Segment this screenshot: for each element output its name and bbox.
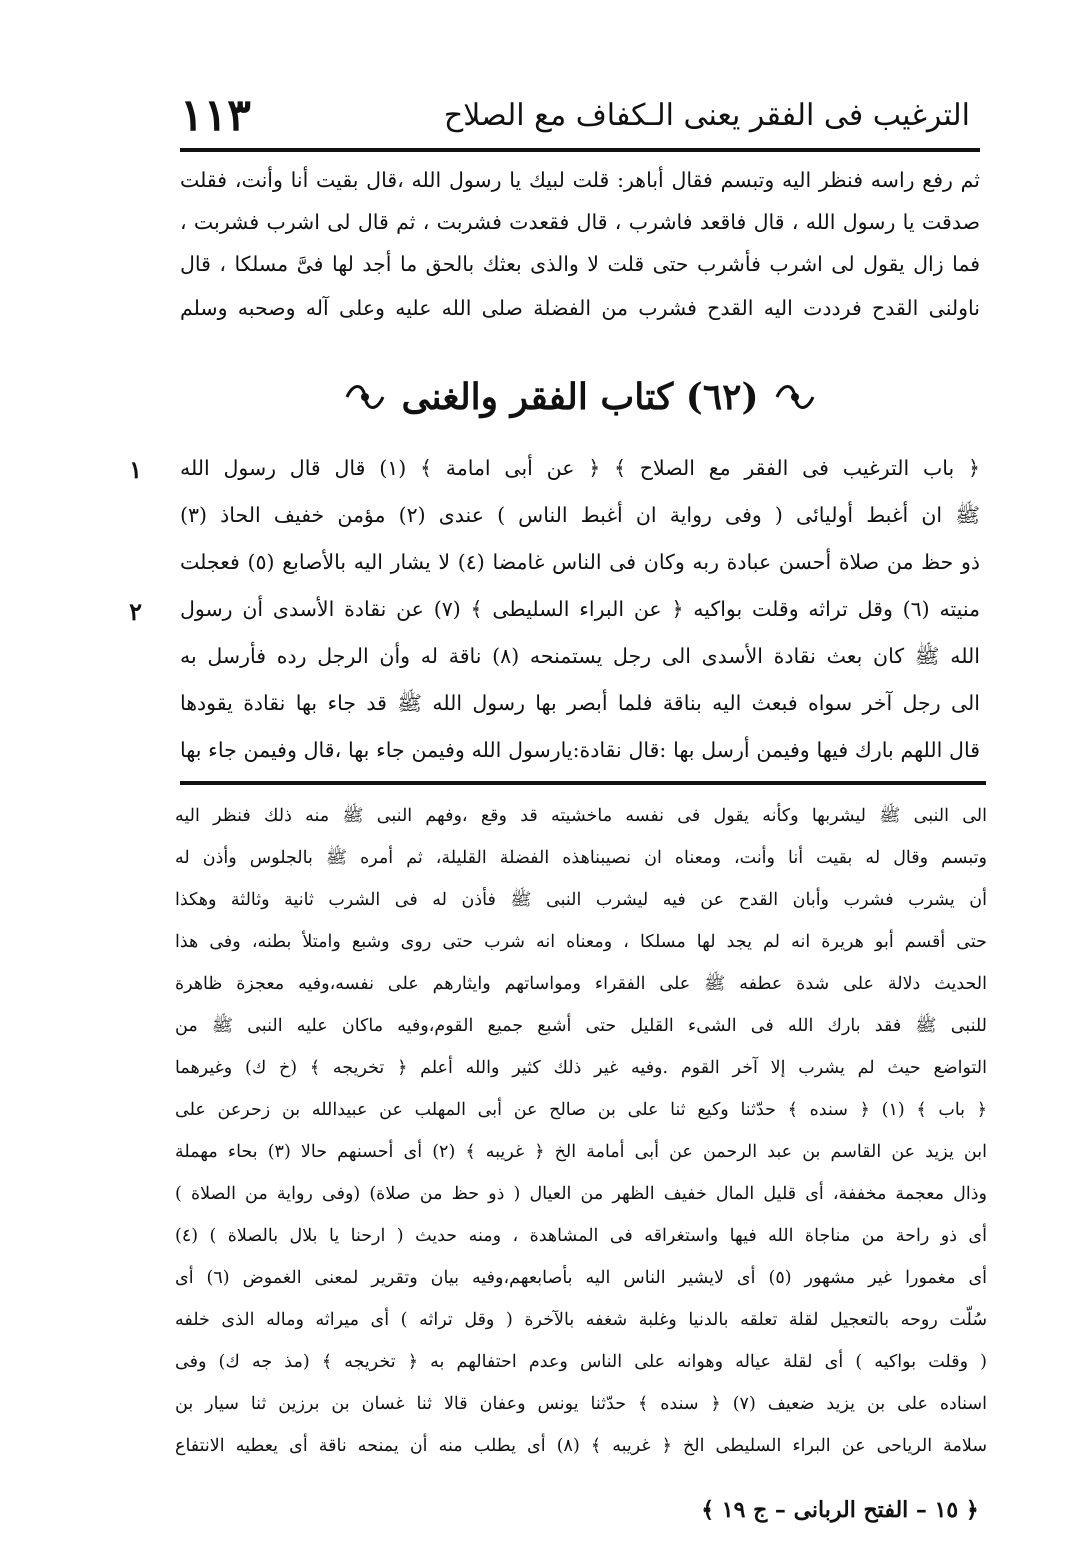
text-line: ذو حظ من صلاة أحسن عبادة ربه وكان فى الناس غامضا (٤) لا يشار اليه بالأصابع (٥) فعجلت	[180, 550, 980, 574]
text-line: ﴿ باب الترغيب فى الفقر مع الصلاح ﴾ ﴿ عن أبى امامة ﴾ (١) قال قال رسول الله	[180, 456, 980, 480]
ornament-icon	[343, 381, 387, 413]
text-line: فما زال يقول لى اشرب فأشرب حتى قلت لا والذى بعثك بالحق ما أجد لها فىَّ مسلكا ، قال	[180, 252, 980, 276]
text-line: منيته (٦) وقل تراثه وقلت بواكيه ﴿ عن البراء السليطى ﴾ (٧) عن نقادة الأسدى أن رسول	[180, 597, 980, 621]
footnote-line: وذال معجمة مخففة، أى قليل المال خفيف الظهر من العيال ( ذو حظ من صلاة) (وفى رواية من الصلاة )	[175, 1184, 987, 1204]
footnote-line: ابن يزيد عن القاسم بن عبد الرحمن عن أبى أمامة الخ ﴿ غريبه ﴾ (٢) أى أحسنهم حالا (٣) بحاء مهملة	[175, 1142, 987, 1162]
text-line: صدقت يا رسول الله ، قال فاقعد فاشرب ، قال فقعدت فشربت ، ثم قال لى اشرب فشربت ،	[180, 210, 980, 234]
text-line: ثم رفع راسه فنظر اليه وتبسم فقال أباهر: قلت لبيك يا رسول الله ،قال بقيت أنا وأنت، فقلت	[180, 168, 980, 192]
footnote-line: اسناده على بن يزيد ضعيف (٧) ﴿ سنده ﴾ حدّثنا يونس وعفان قالا ثنا غسان بن برزين ثنا سيار بن	[175, 1394, 987, 1414]
footnote-line: الى النبى ﷺ ليشربها وكأنه يقول فى نفسه ماخشيته قد وقع ،وفهم النبى ﷺ منه ذلك فنظر اليه	[175, 806, 987, 826]
chapter-title: (٦٢) كتاب الفقر والغنى	[401, 376, 759, 418]
footnote-line: أى مغمورا غير مشهور (٥) أى لايشير الناس اليه بأصابعهم،وفيه بيان وتقرير لمعنى الغموض (٦) أى	[175, 1268, 987, 1288]
footnote-line: سُلّت روحه بالتعجيل لقلة تعلقه بالدنيا وغلبة شغفه بالآخرة ( وقل تراثه ) أى ميراثه وماله الذى خلفه	[175, 1310, 987, 1330]
footnote-line: أى ذو راحة من مناجاة الله فيها واستغراقه فى المشاهدة ، ومنه حديث ( ارحنا يا بلال بالصلاة ) (٤)	[175, 1226, 987, 1246]
footnote-line: ( وقلت بواكيه ) أى لقلة عياله وهوانه على الناس وعدم احتفالهم به ﴿ تخريجه ﴾ (مذ جه ك) وفى	[175, 1352, 987, 1372]
hadith-number: ١	[129, 455, 142, 484]
footnote-line: حتى أقسم أبو هريرة انه لم يجد لها مسلكا ، ومعناه انه شرب حتى روى وشبع وامتلأ بطنه، وفى هذا	[175, 932, 987, 952]
footnote-rule	[180, 781, 986, 785]
footnote-line: التواضع حيث لم يشرب إلا آخر القوم .وفيه غير ذلك كثير والله أعلم ﴿ تخريجه ﴾ (خ ك) وغيرهما	[175, 1058, 987, 1078]
running-title: الترغيب فى الفقر يعنى الـكفاف مع الصلاح	[443, 97, 970, 133]
text-line: الله ﷺ كان بعث نقادة الأسدى الى رجل يستمنحه (٨) ناقة له وأن الرجل رده فأرسل به	[180, 644, 980, 668]
footnote-line: للنبى ﷺ فقد بارك الله فى الشىء القليل حتى أشبع جميع القوم،وفيه ماكان عليه النبى ﷺ من	[175, 1016, 987, 1036]
ornament-icon	[773, 381, 817, 413]
page-number: ١١٣	[180, 89, 251, 141]
text-line: ﷺ ان أغبط أوليائى ( وفى رواية ان أغبط الناس ) عندى (٢) مؤمن خفيف الحاذ (٣)	[180, 503, 980, 527]
hadith-number: ٢	[129, 597, 142, 626]
text-line: ناولنى القدح فرددت اليه القدح فشرب من الفضلة صلى الله عليه وعلى آله وصحبه وسلم	[180, 296, 980, 320]
footnote-line: سلامة الرياحى عن البراء السليطى الخ ﴿ غريبه ﴾ (٨) أى يطلب منه أن يمنحه ناقة أى يعطيه الانتفاع	[175, 1436, 987, 1456]
text-line: قال اللهم بارك فيها وفيمن أرسل بها :قال نقادة:يارسول الله وفيمن جاء بها ،قال وفيمن جاء بها	[180, 738, 980, 762]
footnote-line: وتبسم وقال له بقيت أنا وأنت، ومعناه ان نصيبناهذه الفضلة القليلة، ثم أمره ﷺ بالجلوس وأذن له	[175, 848, 987, 868]
signature-mark: ﴿ ١٥ – الفتح الربانى – ج ١٩ ﴾	[701, 1497, 979, 1523]
footnote-line: أن يشرب فشرب وأبان القدح عن فيه ليشرب النبى ﷺ فأذن له فى الشرب ثانية وثالثة وهكذا	[175, 890, 987, 910]
chapter-heading	[330, 365, 830, 429]
footnote-line: الحديث دلالة على شدة عطفه ﷺ على الفقراء ومواساتهم وايثارهم على نفسه،وفيه معجزة ظاهرة	[175, 974, 987, 994]
page-header	[180, 80, 980, 150]
header-rule	[180, 148, 980, 152]
text-line: الى رجل آخر سواه فبعث اليه بناقة فلما أبصر بها رسول الله ﷺ قد جاء بها نقادة يقودها	[180, 691, 980, 715]
footnote-line: ﴿ باب ﴾ (١) ﴿ سنده ﴾ حدّثنا وكيع ثنا على بن صالح عن أبى المهلب عن عبيدالله بن زحرعن على	[175, 1100, 987, 1120]
